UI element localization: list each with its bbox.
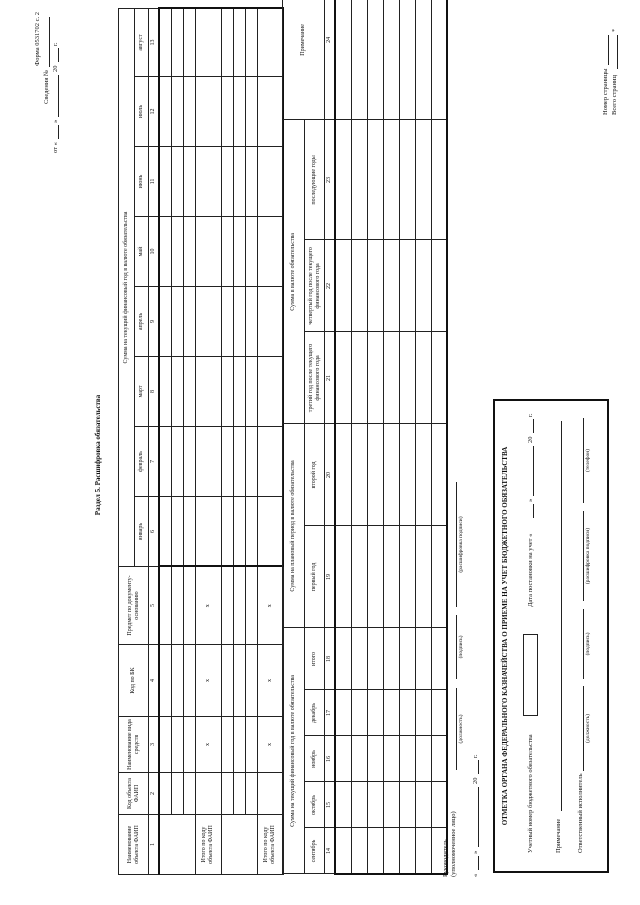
t1-cell[interactable]	[221, 427, 233, 497]
t2-cell[interactable]	[415, 0, 431, 120]
t1-cell[interactable]	[159, 147, 171, 217]
t1-cell[interactable]	[233, 287, 245, 357]
t2-cell[interactable]	[415, 332, 431, 424]
reg-number-label: Учетный номер бюджетного обязательства	[527, 734, 534, 853]
t2-cell[interactable]	[431, 690, 447, 736]
t1-cell[interactable]	[195, 287, 221, 357]
t2-cell[interactable]	[383, 828, 399, 874]
t2-cell[interactable]	[383, 332, 399, 424]
t2-cell[interactable]	[335, 332, 351, 424]
t1-cell[interactable]	[221, 645, 233, 717]
t2-cell[interactable]	[367, 690, 383, 736]
t1-colnum: 13	[149, 8, 160, 76]
t2-cell[interactable]	[415, 120, 431, 240]
t2-month: ноябрь	[305, 736, 325, 782]
t2-cell[interactable]	[399, 690, 415, 736]
treasury-title: ОТМЕТКА ОРГАНА ФЕДЕРАЛЬНОГО КАЗНАЧЕЙСТВА О ПРИЕМЕ НА УЧЕТ БЮДЖЕТНОГО ОБЯЗАТЕЛЬСТВА	[501, 446, 509, 826]
header-day-field[interactable]	[58, 125, 59, 139]
t1-cell[interactable]	[159, 217, 171, 287]
t2-cell[interactable]	[351, 782, 367, 828]
executor-position-field[interactable]	[583, 686, 584, 771]
t2-cell[interactable]	[431, 628, 447, 690]
t2-colnum: 21	[325, 332, 336, 424]
t2-cell[interactable]	[431, 782, 447, 828]
t1-colnum: 5	[149, 567, 160, 645]
reg-month-field[interactable]	[533, 446, 534, 496]
t1-cell[interactable]	[183, 77, 195, 147]
sign-month-field[interactable]	[478, 787, 479, 847]
t2-cell[interactable]	[335, 628, 351, 690]
obligation-table-2	[282, 0, 448, 875]
t2-cell[interactable]	[383, 240, 399, 332]
reg-year-field[interactable]	[533, 419, 534, 433]
t1-cell[interactable]	[221, 773, 233, 815]
t2-cell[interactable]	[335, 526, 351, 628]
t1-cell[interactable]	[233, 717, 245, 773]
t2-cell[interactable]	[367, 628, 383, 690]
head-label: Руководитель	[442, 839, 449, 877]
t2-fourth-year: четвертый год после текущего финансового года	[305, 240, 325, 332]
t2-cell[interactable]	[367, 736, 383, 782]
t2-cell[interactable]	[335, 736, 351, 782]
t1-itogo-label: Итого по коду объекта ФАИП	[257, 815, 283, 875]
t2-cell[interactable]	[431, 424, 447, 526]
t2-colnum: 16	[325, 736, 336, 782]
t1-cell[interactable]	[183, 287, 195, 357]
t1-colnum: 6	[149, 497, 160, 567]
t2-cell[interactable]	[351, 828, 367, 874]
t1-colnum: 10	[149, 217, 160, 287]
t1-cell[interactable]	[245, 357, 257, 427]
t2-cell[interactable]	[431, 526, 447, 628]
t1-cell[interactable]	[221, 567, 233, 645]
t1-colnum: 7	[149, 427, 160, 497]
t2-cell[interactable]	[367, 240, 383, 332]
t1-cell[interactable]	[233, 497, 245, 567]
t1-cell[interactable]	[233, 645, 245, 717]
treasury-note-field[interactable]	[561, 421, 562, 811]
t2-cell[interactable]	[399, 828, 415, 874]
t1-cell[interactable]	[171, 77, 183, 147]
t2-header-group-following: Сумма в валюте обязательства	[283, 120, 305, 424]
t1-cell[interactable]	[183, 717, 195, 773]
t2-cell[interactable]	[335, 690, 351, 736]
treasury-note-label: Примечание	[555, 818, 562, 853]
t2-colnum: 20	[325, 424, 336, 526]
t1-cell[interactable]	[183, 217, 195, 287]
t2-cell[interactable]	[415, 628, 431, 690]
t2-cell[interactable]	[351, 240, 367, 332]
total-pages-label: Всего страниц	[611, 75, 618, 115]
t2-month: октябрь	[305, 782, 325, 828]
svedeniya-number-field[interactable]	[49, 17, 50, 67]
t2-cell[interactable]	[383, 526, 399, 628]
t1-cell[interactable]	[171, 147, 183, 217]
t1-cell[interactable]	[221, 217, 233, 287]
t1-colnum: 3	[149, 717, 160, 773]
t1-cell[interactable]	[171, 217, 183, 287]
head-sublabel: (уполномоченное лицо)	[450, 811, 457, 877]
header-year-field[interactable]	[58, 48, 59, 62]
total-pages-field[interactable]	[617, 35, 618, 69]
t2-cell[interactable]	[431, 736, 447, 782]
t2-colnum: 22	[325, 240, 336, 332]
t1-cell[interactable]	[183, 497, 195, 567]
t1-cell[interactable]	[245, 147, 257, 217]
t1-cell[interactable]	[159, 497, 171, 567]
t1-cell	[195, 773, 221, 815]
t2-second-year: второй год	[305, 424, 325, 526]
t2-cell[interactable]	[383, 0, 399, 120]
t2-itogo: итого	[305, 628, 325, 690]
t1-cell[interactable]	[159, 773, 171, 815]
obligation-table-1	[118, 7, 284, 875]
t1-cell[interactable]	[257, 497, 283, 567]
t1-x-mark: x	[195, 567, 221, 645]
t1-month: январь	[135, 497, 149, 567]
t1-header-bk-code: Код по БК	[119, 645, 149, 717]
t1-cell[interactable]	[233, 357, 245, 427]
t2-cell[interactable]	[367, 782, 383, 828]
t1-cell[interactable]	[195, 77, 221, 147]
t2-cell[interactable]	[367, 526, 383, 628]
t2-cell[interactable]	[415, 240, 431, 332]
t1-header-fund-type: Наименование вида средств	[119, 717, 149, 773]
treasury-mark-box: ОТМЕТКА ОРГАНА ФЕДЕРАЛЬНОГО КАЗНАЧЕЙСТВА О ПРИЕМЕ НА УЧЕТ БЮДЖЕТНОГО ОБЯЗАТЕЛЬСТВА Учетный номер бюджетного обязательства Дата постановки на учет « » 20 г. Примечание Ответственный исполнитель (должность) (подпись) (расшифровка подписи) (телефон)	[493, 399, 609, 873]
t1-x-mark: x	[195, 717, 221, 773]
t1-cell[interactable]	[171, 645, 183, 717]
t1-header-object-name: Наименование объекта ФАИП	[119, 815, 149, 875]
t2-cell[interactable]	[383, 782, 399, 828]
t2-cell[interactable]	[431, 240, 447, 332]
header-date-label: от «	[52, 142, 59, 153]
executor-label: Ответственный исполнитель	[577, 773, 584, 853]
t1-cell	[257, 773, 283, 815]
t1-cell[interactable]	[245, 717, 257, 773]
t1-cell[interactable]	[183, 773, 195, 815]
t1-cell[interactable]	[221, 77, 233, 147]
t1-cell[interactable]	[195, 147, 221, 217]
t1-cell[interactable]	[171, 357, 183, 427]
t2-cell[interactable]	[399, 736, 415, 782]
t2-third-year: третий год после текущего финансового года	[305, 332, 325, 424]
t2-cell[interactable]	[399, 0, 415, 120]
t1-cell[interactable]	[257, 217, 283, 287]
t2-cell[interactable]	[335, 424, 351, 526]
sign-day-field[interactable]	[478, 856, 479, 870]
head-position-field[interactable]	[456, 688, 457, 770]
t2-cell[interactable]	[399, 332, 415, 424]
t2-cell[interactable]	[431, 0, 447, 120]
t1-cell[interactable]	[245, 773, 257, 815]
t1-cell[interactable]	[245, 645, 257, 717]
t2-month: сентябрь	[305, 828, 325, 874]
t2-cell[interactable]	[399, 526, 415, 628]
t1-cell[interactable]	[159, 427, 171, 497]
t1-cell[interactable]	[257, 357, 283, 427]
t2-colnum: 15	[325, 782, 336, 828]
section-title: Раздел 5. Расшифровка обязательства	[94, 394, 102, 516]
t1-cell[interactable]	[183, 8, 195, 76]
t1-cell[interactable]	[159, 815, 195, 875]
t1-cell[interactable]	[221, 287, 233, 357]
t2-cell[interactable]	[367, 0, 383, 120]
t2-cell[interactable]	[399, 240, 415, 332]
t1-cell[interactable]	[159, 357, 171, 427]
reg-number-input[interactable]	[523, 634, 538, 716]
t1-cell[interactable]	[183, 645, 195, 717]
t1-cell[interactable]	[195, 8, 221, 76]
t1-cell[interactable]	[233, 77, 245, 147]
t1-month: июнь	[135, 147, 149, 217]
t1-cell[interactable]	[245, 287, 257, 357]
t1-cell[interactable]	[171, 497, 183, 567]
t1-cell[interactable]	[233, 427, 245, 497]
page-number-field[interactable]	[608, 35, 609, 65]
t1-cell[interactable]	[183, 427, 195, 497]
t2-cell[interactable]	[399, 628, 415, 690]
t2-cell[interactable]	[383, 736, 399, 782]
t2-cell[interactable]	[351, 0, 367, 120]
t1-colnum: 9	[149, 287, 160, 357]
t1-cell[interactable]	[245, 567, 257, 645]
t2-cell[interactable]	[335, 782, 351, 828]
t1-cell[interactable]	[245, 8, 257, 76]
t1-header-subject: Предмет по документу-основанию	[119, 567, 149, 645]
t1-header-object-code: Код объекта ФАИП	[119, 773, 149, 815]
t1-cell[interactable]	[159, 717, 171, 773]
sign-year-field[interactable]	[478, 760, 479, 774]
t1-colnum: 1	[149, 815, 160, 875]
t1-x-mark: x	[257, 645, 283, 717]
reg-day-field[interactable]	[533, 504, 534, 518]
svedeniya-label: Сведения №	[43, 69, 50, 104]
t1-colnum: 8	[149, 357, 160, 427]
t2-month: декабрь	[305, 690, 325, 736]
t2-cell[interactable]	[367, 424, 383, 526]
reg-date-label: Дата постановки на учет «	[527, 533, 534, 607]
t1-cell[interactable]	[159, 287, 171, 357]
t1-colnum: 11	[149, 147, 160, 217]
t2-cell[interactable]	[399, 782, 415, 828]
t1-cell[interactable]	[257, 287, 283, 357]
t1-month: апрель	[135, 287, 149, 357]
t2-later-years: последующие годы	[305, 120, 325, 240]
t1-colnum: 12	[149, 77, 160, 147]
t2-cell[interactable]	[351, 332, 367, 424]
t1-cell[interactable]	[221, 8, 233, 76]
footnote-asterisk: *	[611, 28, 618, 32]
t2-cell[interactable]	[351, 526, 367, 628]
t2-cell[interactable]	[351, 628, 367, 690]
t1-cell[interactable]	[183, 357, 195, 427]
t1-cell[interactable]	[245, 217, 257, 287]
t2-cell[interactable]	[351, 690, 367, 736]
executor-decoding-field[interactable]	[583, 511, 584, 601]
t1-cell[interactable]	[171, 287, 183, 357]
t1-cell[interactable]	[233, 147, 245, 217]
t2-header-note: Примечание	[283, 0, 325, 120]
t2-cell[interactable]	[351, 424, 367, 526]
t1-cell[interactable]	[257, 427, 283, 497]
head-signature-field[interactable]	[456, 615, 457, 679]
t1-colnum: 2	[149, 773, 160, 815]
t1-cell[interactable]	[195, 357, 221, 427]
t2-cell[interactable]	[415, 526, 431, 628]
t1-cell[interactable]	[221, 147, 233, 217]
t2-header-group-plan: Сумма на плановый период в валюте обязательства	[283, 424, 305, 628]
form-code: Форма 0531702 с. 2	[34, 12, 41, 66]
t1-x-mark: x	[195, 645, 221, 717]
t2-cell[interactable]	[335, 0, 351, 120]
t1-cell[interactable]	[233, 217, 245, 287]
t2-cell[interactable]	[335, 240, 351, 332]
t2-cell[interactable]	[431, 332, 447, 424]
t1-month: март	[135, 357, 149, 427]
t2-colnum: 23	[325, 120, 336, 240]
t1-cell[interactable]	[159, 567, 171, 645]
t2-cell[interactable]	[351, 120, 367, 240]
t2-colnum: 17	[325, 690, 336, 736]
t1-month: май	[135, 217, 149, 287]
t1-cell[interactable]	[221, 815, 257, 875]
t1-cell[interactable]	[171, 8, 183, 76]
t2-colnum: 24	[325, 0, 336, 120]
t2-cell[interactable]	[335, 828, 351, 874]
t2-colnum: 14	[325, 828, 336, 874]
t1-cell[interactable]	[195, 217, 221, 287]
t2-cell[interactable]	[367, 828, 383, 874]
t2-cell[interactable]	[367, 120, 383, 240]
t1-itogo-label: Итого по коду объекта ФАИП	[195, 815, 221, 875]
t2-cell[interactable]	[399, 424, 415, 526]
t1-cell[interactable]	[159, 77, 171, 147]
t2-cell[interactable]	[415, 690, 431, 736]
t1-cell[interactable]	[195, 427, 221, 497]
t1-cell[interactable]	[257, 147, 283, 217]
rotated-page: Форма 0531702 с. 2 Сведения № от « » 20 г. Раздел 5. Расшифровка обязательства Наименование объекта ФАИП Код объекта ФАИП Наименование вида средств Код по БК Предмет по документу-основанию Сумма на текущий финансовый год в валюте обязательства январь февраль март апрель май июнь июль август 1 2 3 4 5 6 7 8 9 10 11 12 13 Итого по коду объекта ФАИП x x x Итого по коду объекта ФАИП x x x Сумма на текущий финансовый год в валюте обязательства Сумма на плановый период в валюте обязательства Сумма в валюте обязательства Примечание сентябрь октябрь ноябрь декабрь итого первый год второй год третий год после текущего финансового года четвертый год после текущего финансового года последующие годы 14 15 16 17 18 19 20 21 22 23 24 Руководитель (уполномоченное лицо) (должность) (подпись) (расшифровка подписи) « » 20 г. ОТМЕТКА ОРГАНА ФЕДЕРАЛЬНОГО КАЗНАЧЕЙСТВА О ПРИЕМЕ НА УЧЕТ БЮДЖЕТНОГО ОБЯЗАТЕЛЬСТВА Учетный номер бюджетного обязательства Дата постановки на учет « » 20 г. Примечание Ответственный исполнитель (должность) (подпись) (расшифровка подписи) (телефон) Номер страницы Всего страниц *	[0, 0, 640, 905]
t2-cell[interactable]	[335, 120, 351, 240]
executor-phone-field[interactable]	[583, 418, 584, 503]
t2-cell[interactable]	[383, 628, 399, 690]
t1-cell[interactable]	[221, 717, 233, 773]
t1-cell[interactable]	[245, 497, 257, 567]
t2-cell[interactable]	[351, 736, 367, 782]
t1-cell[interactable]	[233, 8, 245, 76]
header-month-field[interactable]	[58, 75, 59, 117]
t2-cell[interactable]	[431, 120, 447, 240]
t1-cell[interactable]	[159, 8, 171, 76]
t2-cell[interactable]	[415, 424, 431, 526]
t2-colnum: 18	[325, 628, 336, 690]
t2-cell[interactable]	[415, 828, 431, 874]
executor-signature-field[interactable]	[583, 609, 584, 679]
t1-cell[interactable]	[233, 773, 245, 815]
t1-cell[interactable]	[245, 77, 257, 147]
page-number-label: Номер страницы	[602, 68, 609, 115]
t2-first-year: первый год	[305, 526, 325, 628]
t1-cell[interactable]	[171, 717, 183, 773]
t2-cell[interactable]	[415, 782, 431, 828]
t2-colnum: 19	[325, 526, 336, 628]
t1-month: февраль	[135, 427, 149, 497]
t1-cell[interactable]	[183, 147, 195, 217]
t1-header-group-current: Сумма на текущий финансовый год в валюте обязательства	[119, 8, 135, 566]
t2-header-group-current: Сумма на текущий финансовый год в валюте обязательства	[283, 628, 305, 874]
t1-cell[interactable]	[171, 567, 183, 645]
t1-cell[interactable]	[171, 773, 183, 815]
t1-cell[interactable]	[245, 427, 257, 497]
head-decoding-field[interactable]	[456, 482, 457, 607]
t1-colnum: 4	[149, 645, 160, 717]
t1-month: август	[135, 8, 149, 76]
t2-cell[interactable]	[383, 690, 399, 736]
t1-cell[interactable]	[257, 8, 283, 76]
t1-month: июль	[135, 77, 149, 147]
t2-cell[interactable]	[383, 120, 399, 240]
t1-cell[interactable]	[159, 645, 171, 717]
t1-x-mark: x	[257, 717, 283, 773]
t1-cell[interactable]	[221, 357, 233, 427]
t1-cell[interactable]	[183, 567, 195, 645]
t2-cell[interactable]	[367, 332, 383, 424]
t1-cell[interactable]	[171, 427, 183, 497]
t1-x-mark: x	[257, 567, 283, 645]
t1-cell[interactable]	[233, 567, 245, 645]
t2-cell[interactable]	[383, 424, 399, 526]
t2-cell[interactable]	[399, 120, 415, 240]
t1-cell[interactable]	[195, 497, 221, 567]
t1-cell[interactable]	[257, 77, 283, 147]
t2-cell[interactable]	[415, 736, 431, 782]
t1-cell[interactable]	[221, 497, 233, 567]
